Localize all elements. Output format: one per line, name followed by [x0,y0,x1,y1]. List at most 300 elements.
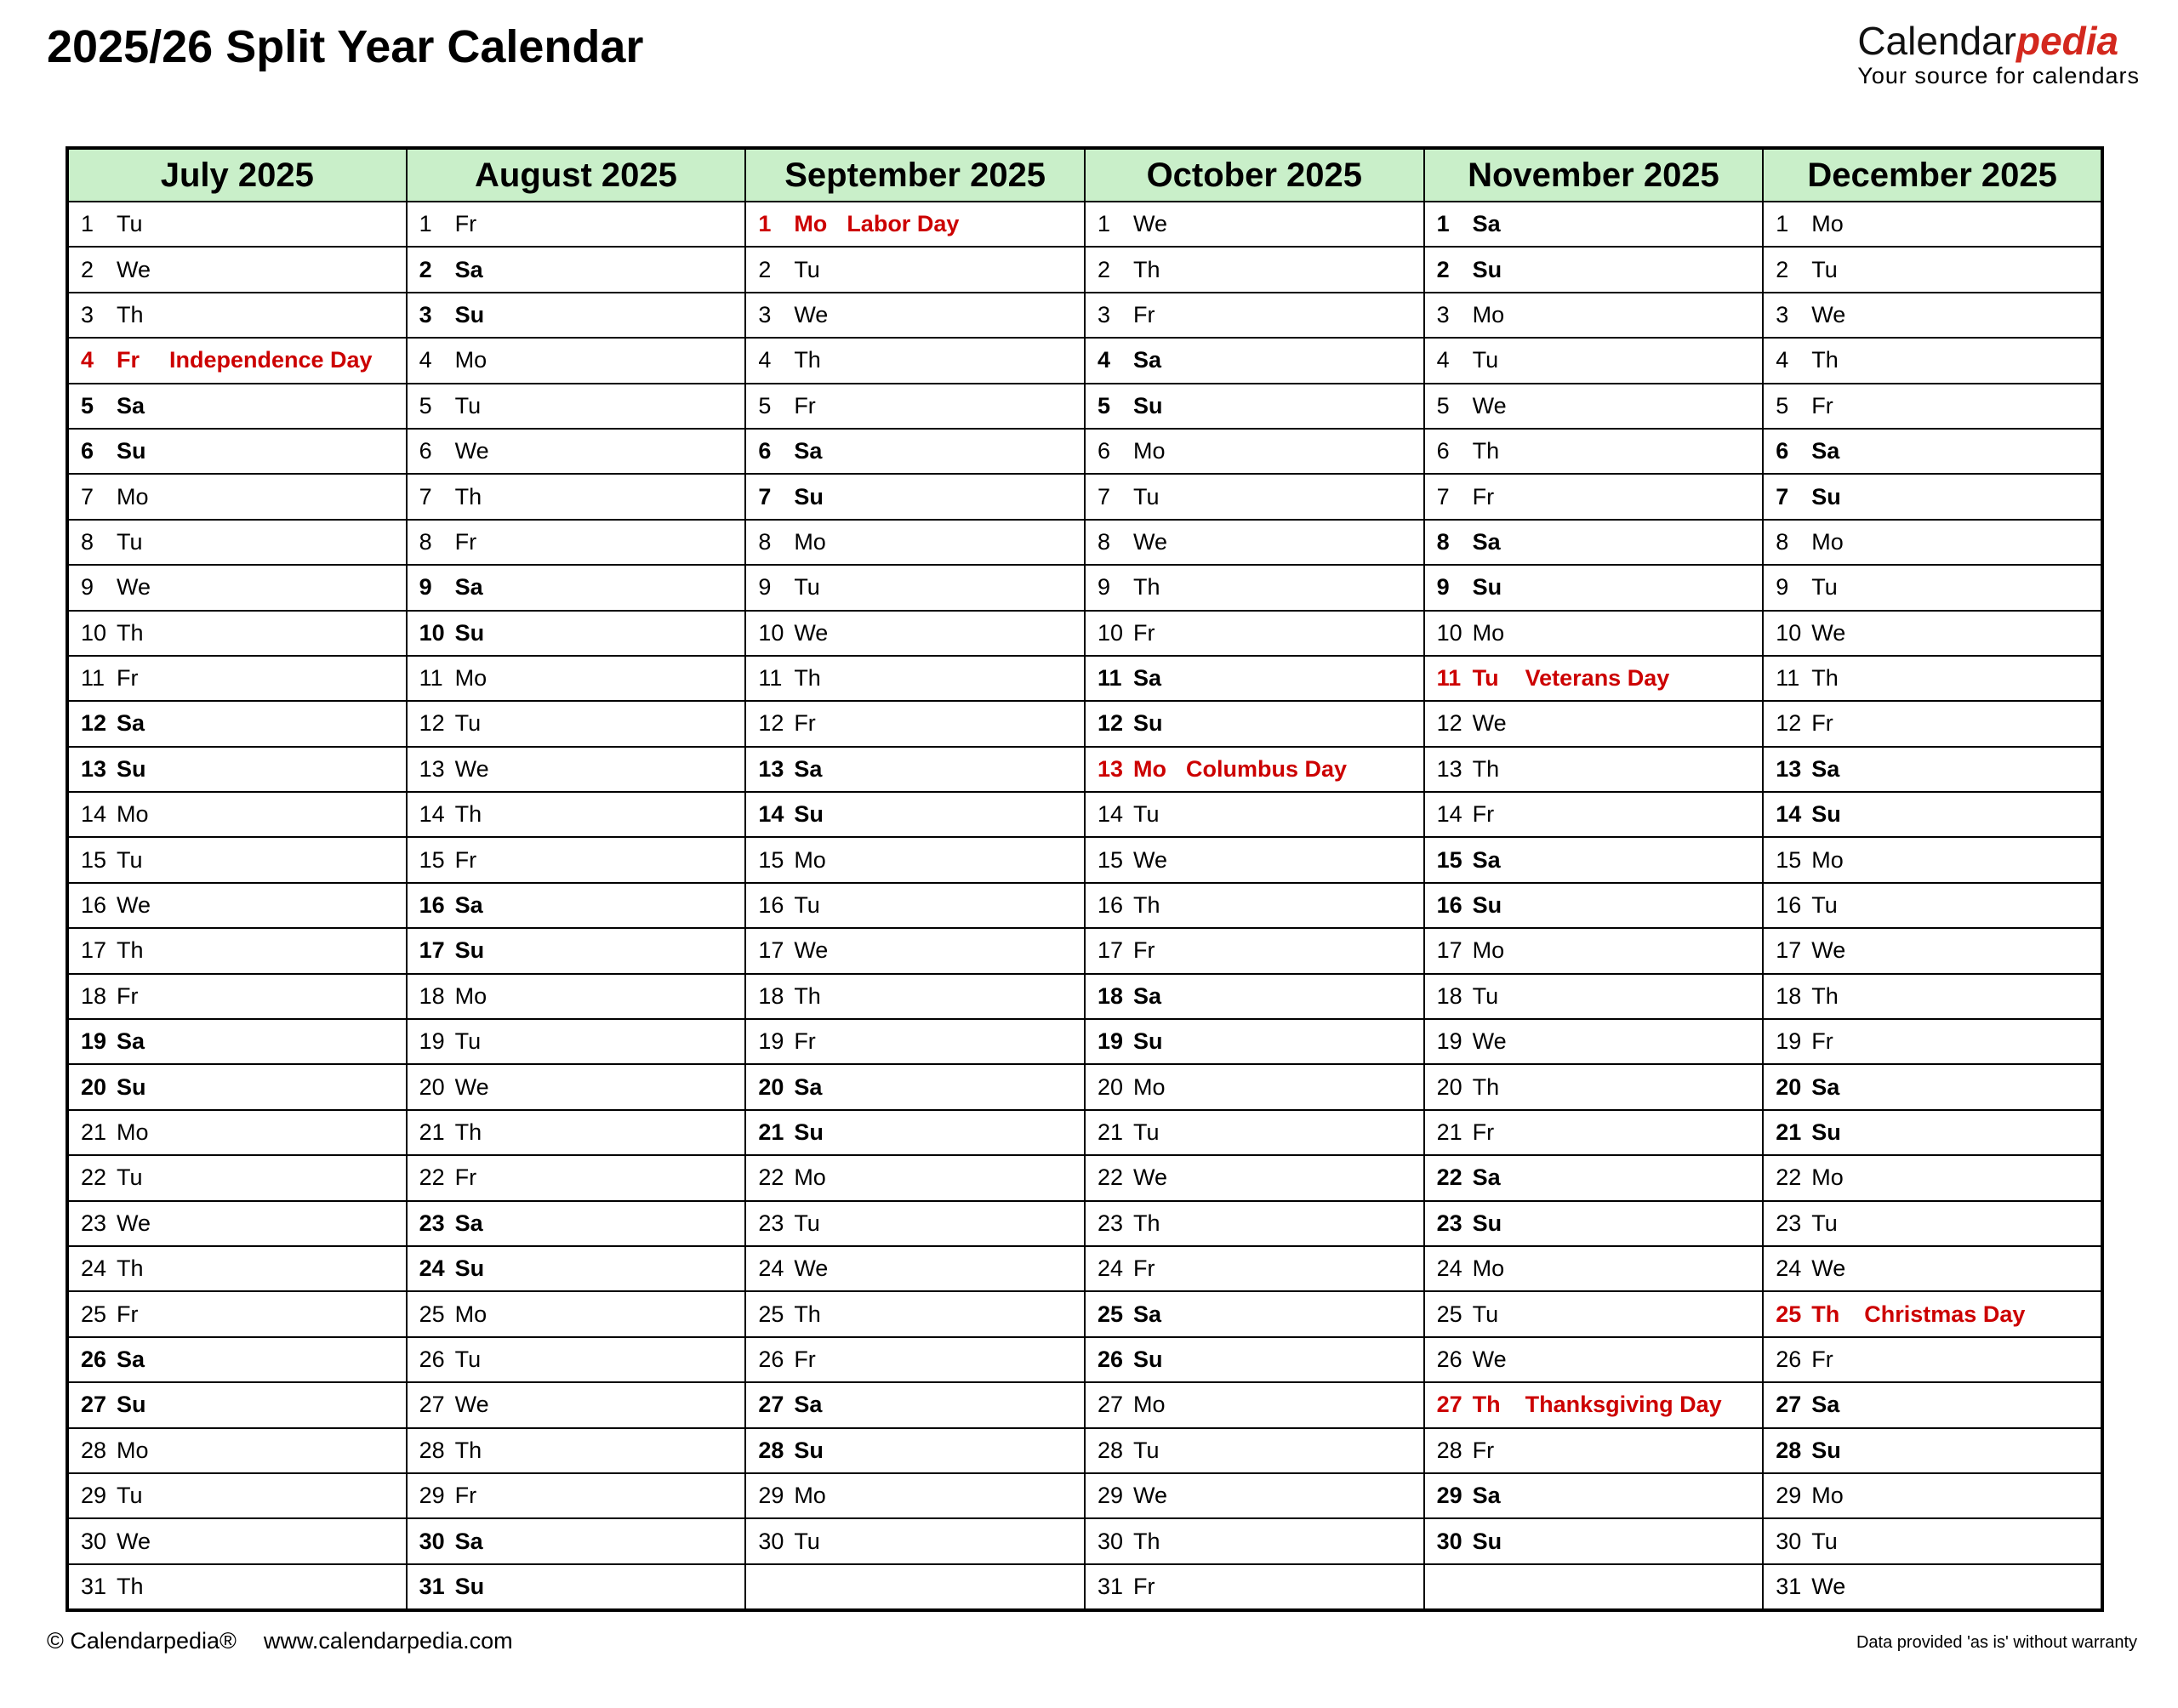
weekday-abbrev: Mo [794,528,826,555]
day-number: 29 [419,1483,445,1509]
day-cell [745,338,1085,383]
day-number: 7 [81,483,94,510]
weekday-abbrev: Mo [454,665,487,692]
calendar-table [66,146,2104,1612]
weekday-abbrev: Fr [454,846,477,873]
weekday-abbrev: Sa [1811,755,1840,782]
day-number: 4 [1097,347,1110,373]
day-number: 2 [1436,256,1450,282]
weekday-abbrev: We [454,755,489,782]
holiday-name: Columbus Day [1185,755,1347,782]
day-cell [1424,611,1764,656]
day-cell [1763,1473,2102,1518]
day-number: 9 [81,574,94,601]
day-cell [1763,837,2102,882]
day-number: 30 [1776,1528,1802,1554]
weekday-abbrev: Mo [1472,1255,1505,1282]
weekday-abbrev: Mo [1132,1392,1166,1418]
calendar-row [67,1518,2102,1563]
day-cell [407,1019,746,1064]
day-number: 27 [1776,1392,1802,1418]
day-number: 20 [1097,1073,1124,1100]
day-number: 18 [758,982,784,1009]
day-cell [1763,1110,2102,1155]
weekday-abbrev: Mo [117,1437,149,1463]
weekday-abbrev: Mo [117,1119,149,1145]
day-number: 26 [758,1346,784,1372]
day-number: 18 [1776,982,1802,1009]
day-number: 21 [758,1119,784,1145]
day-number: 29 [1776,1483,1802,1509]
day-cell [67,1064,407,1109]
day-number: 14 [419,801,445,828]
day-cell [407,1246,746,1291]
day-number: 2 [1776,256,1789,282]
calendar-row [67,1201,2102,1246]
day-cell [407,974,746,1019]
day-cell [1763,747,2102,792]
day-number: 10 [419,619,445,646]
day-number: 29 [81,1483,107,1509]
day-number: 15 [1097,846,1124,873]
weekday-abbrev: Sa [1811,1073,1840,1100]
day-number: 8 [1776,528,1789,555]
day-cell [1763,1064,2102,1109]
day-cell [1085,656,1424,701]
calendar-row [67,1155,2102,1200]
copyright-text: © Calendarpedia® [47,1628,237,1654]
day-number: 17 [758,937,784,964]
day-cell [1424,928,1764,973]
weekday-abbrev: Sa [454,1528,483,1554]
weekday-abbrev: Tu [794,892,820,919]
day-cell [67,565,407,610]
weekday-abbrev: Fr [1472,1437,1495,1463]
weekday-abbrev: We [117,1528,151,1554]
day-number: 24 [1436,1255,1462,1282]
day-number: 1 [81,211,94,237]
weekday-abbrev: Sa [117,1346,145,1372]
day-cell [67,293,407,338]
day-cell [1763,1518,2102,1563]
day-cell [1085,837,1424,882]
day-cell [67,1110,407,1155]
day-cell [1424,1337,1764,1382]
day-cell [1763,928,2102,973]
weekday-abbrev: Fr [794,392,816,418]
weekday-abbrev: Th [1132,1210,1160,1236]
weekday-abbrev: Sa [794,1073,823,1100]
weekday-abbrev: Fr [1472,801,1495,828]
day-number: 23 [758,1210,784,1236]
day-cell [745,429,1085,474]
day-cell [745,1382,1085,1427]
day-cell [407,883,746,928]
day-number: 2 [81,256,94,282]
weekday-abbrev: Fr [794,1346,816,1372]
day-number: 12 [419,710,445,737]
weekday-abbrev: Sa [1811,438,1840,464]
day-number: 6 [1097,438,1110,464]
weekday-abbrev: Su [1472,574,1502,601]
day-cell [1763,384,2102,429]
day-cell [1763,202,2102,247]
day-number: 30 [419,1528,445,1554]
empty-cell [745,1564,1085,1610]
weekday-abbrev: We [454,1073,489,1100]
weekday-abbrev: Th [454,801,482,828]
day-number: 21 [1776,1119,1802,1145]
day-cell [407,837,746,882]
day-cell [407,1155,746,1200]
day-cell [67,747,407,792]
day-number: 10 [1097,619,1124,646]
weekday-abbrev: Sa [1132,347,1161,373]
footer-copyright [47,1628,513,1654]
day-cell [1763,474,2102,519]
day-cell [407,520,746,565]
weekday-abbrev: Mo [1811,846,1844,873]
weekday-abbrev: We [1472,392,1507,418]
day-cell [1085,1337,1424,1382]
website-link[interactable]: www.calendarpedia.com [263,1628,513,1654]
day-number: 7 [1436,483,1450,510]
day-cell [1085,338,1424,383]
day-number: 1 [1776,211,1789,237]
day-cell [1085,611,1424,656]
holiday-name: Veterans Day [1525,665,1670,692]
weekday-abbrev: Sa [117,392,145,418]
page-title: 2025/26 Split Year Calendar [47,21,644,72]
day-cell [1085,429,1424,474]
day-cell [1085,701,1424,746]
weekday-abbrev: Sa [117,710,145,737]
weekday-abbrev: Fr [117,1301,139,1327]
weekday-abbrev: Th [454,1119,482,1145]
day-cell [1763,1155,2102,1200]
weekday-abbrev: Mo [1811,211,1844,237]
day-cell [1763,565,2102,610]
day-cell [67,520,407,565]
weekday-abbrev: Th [1132,574,1160,601]
day-number: 9 [1097,574,1110,601]
day-number: 4 [419,347,432,373]
weekday-abbrev: Fr [1132,1255,1155,1282]
weekday-abbrev: Sa [1472,846,1501,873]
calendar-row [67,611,2102,656]
weekday-abbrev: Fr [1132,301,1155,327]
weekday-abbrev: Su [1811,801,1841,828]
day-number: 30 [1436,1528,1462,1554]
day-number: 14 [1097,801,1124,828]
calendar-row [67,1064,2102,1109]
footer-disclaimer: Data provided 'as is' without warranty [1856,1633,2137,1652]
weekday-abbrev: Mo [117,801,149,828]
day-cell [407,338,746,383]
weekday-abbrev: Fr [454,211,477,237]
weekday-abbrev: Mo [1132,438,1166,464]
weekday-abbrev: Tu [454,710,482,737]
day-cell [1424,1064,1764,1109]
day-number: 29 [1097,1483,1124,1509]
day-number: 26 [1097,1346,1124,1372]
day-number: 7 [758,483,772,510]
day-cell [67,701,407,746]
weekday-abbrev: Su [1811,1437,1841,1463]
day-number: 15 [81,846,107,873]
day-number: 17 [419,937,445,964]
day-number: 14 [1776,801,1802,828]
day-cell [67,1337,407,1382]
weekday-abbrev: Su [454,301,485,327]
weekday-abbrev: Su [1132,1028,1163,1055]
weekday-abbrev: Fr [1472,1119,1495,1145]
weekday-abbrev: Th [1132,1528,1160,1554]
day-number: 3 [758,301,772,327]
weekday-abbrev: Fr [1811,1346,1833,1372]
calendar-row [67,1473,2102,1518]
day-cell [67,656,407,701]
weekday-abbrev: Sa [454,892,483,919]
weekday-abbrev: Su [117,438,146,464]
weekday-abbrev: Tu [1132,801,1160,828]
weekday-abbrev: Tu [794,1210,820,1236]
weekday-abbrev: We [1132,1483,1167,1509]
day-number: 15 [758,846,784,873]
day-cell [745,656,1085,701]
calendar-row [67,747,2102,792]
day-cell [1763,1337,2102,1382]
month-header: December 2025 [1763,148,2102,202]
day-number: 15 [419,846,445,873]
day-number: 21 [1436,1119,1462,1145]
day-number: 4 [1776,347,1789,373]
calendar-row [67,1564,2102,1610]
weekday-abbrev: Th [794,982,821,1009]
calendar-row [67,701,2102,746]
day-cell [407,1564,746,1610]
day-number: 4 [1436,347,1450,373]
day-number: 27 [758,1392,784,1418]
day-cell [67,1518,407,1563]
day-cell [407,747,746,792]
day-cell [67,1291,407,1336]
weekday-abbrev: Th [117,619,144,646]
day-cell [1424,1201,1764,1246]
weekday-abbrev: Tu [1472,347,1499,373]
day-cell [407,1382,746,1427]
weekday-abbrev: Tu [454,1346,482,1372]
day-cell [407,474,746,519]
weekday-abbrev: Su [794,483,824,510]
day-number: 8 [81,528,94,555]
empty-cell [1424,1564,1764,1610]
month-header: July 2025 [67,148,407,202]
weekday-abbrev: We [454,438,489,464]
day-cell [407,1110,746,1155]
weekday-abbrev: Th [1811,665,1839,692]
day-number: 28 [758,1437,784,1463]
day-cell [745,792,1085,837]
day-number: 3 [419,301,432,327]
day-cell [1085,1155,1424,1200]
weekday-abbrev: Fr [1811,1028,1833,1055]
day-cell [745,247,1085,292]
month-header-row [67,148,2102,202]
day-number: 16 [1776,892,1802,919]
weekday-abbrev: Sa [1472,1483,1501,1509]
day-cell [67,1246,407,1291]
weekday-abbrev: Su [454,937,485,964]
day-cell [745,611,1085,656]
weekday-abbrev: We [117,574,151,601]
holiday-name: Labor Day [847,211,960,237]
day-cell [1763,1201,2102,1246]
day-number: 1 [419,211,432,237]
day-number: 11 [81,665,105,692]
calendar-row [67,1337,2102,1382]
day-cell [1424,1019,1764,1064]
day-number: 29 [1436,1483,1462,1509]
day-number: 24 [419,1255,445,1282]
weekday-abbrev: We [454,1392,489,1418]
weekday-abbrev: Su [454,619,485,646]
day-cell [745,837,1085,882]
weekday-abbrev: Tu [794,256,820,282]
calendar-row [67,883,2102,928]
day-cell [1424,974,1764,1019]
day-number: 22 [1436,1164,1462,1191]
weekday-abbrev: Tu [454,1028,482,1055]
weekday-abbrev: Tu [1472,982,1499,1009]
weekday-abbrev: Tu [117,846,143,873]
logo-tagline: Your source for calendars [1857,63,2140,89]
day-cell [407,1518,746,1563]
day-number: 24 [81,1255,107,1282]
day-number: 20 [1436,1073,1462,1100]
day-number: 22 [1097,1164,1124,1191]
day-number: 26 [419,1346,445,1372]
day-cell [67,247,407,292]
day-number: 30 [1097,1528,1124,1554]
month-header: August 2025 [407,148,746,202]
day-number: 23 [1776,1210,1802,1236]
day-cell [1763,701,2102,746]
day-cell [407,1337,746,1382]
day-cell [1424,1246,1764,1291]
day-cell [1424,883,1764,928]
day-cell [745,384,1085,429]
day-number: 3 [1776,301,1789,327]
day-number: 1 [758,211,772,237]
weekday-abbrev: Sa [454,256,483,282]
calendar-row [67,247,2102,292]
day-cell [1085,293,1424,338]
day-number: 26 [1776,1346,1802,1372]
calendar-row [67,974,2102,1019]
weekday-abbrev: Sa [117,1028,145,1055]
weekday-abbrev: Fr [1811,392,1833,418]
day-number: 22 [419,1164,445,1191]
day-cell [745,1155,1085,1200]
day-number: 5 [1097,392,1110,418]
day-cell [1763,656,2102,701]
day-number: 25 [1776,1301,1802,1327]
day-cell [1424,1382,1764,1427]
day-cell [1424,384,1764,429]
weekday-abbrev: Su [794,1437,824,1463]
day-cell [1085,1428,1424,1473]
calendar-row [67,565,2102,610]
calendar-row [67,928,2102,973]
day-number: 1 [1097,211,1110,237]
weekday-abbrev: Th [117,937,144,964]
weekday-abbrev: Su [117,1073,146,1100]
day-number: 21 [1097,1119,1124,1145]
day-cell [745,747,1085,792]
day-number: 28 [419,1437,445,1463]
day-number: 13 [81,755,107,782]
weekday-abbrev: Th [454,483,482,510]
day-number: 31 [1776,1573,1802,1599]
day-cell [1424,701,1764,746]
day-number: 6 [1776,438,1789,464]
day-number: 14 [758,801,784,828]
weekday-abbrev: Tu [794,1528,820,1554]
day-number: 11 [1097,665,1122,692]
day-cell [407,565,746,610]
day-number: 9 [758,574,772,601]
day-number: 13 [758,755,784,782]
day-number: 31 [81,1573,107,1599]
day-cell [1763,1019,2102,1064]
day-number: 27 [419,1392,445,1418]
calendar-row [67,202,2102,247]
weekday-abbrev: Tu [1132,1119,1160,1145]
day-cell [1424,792,1764,837]
weekday-abbrev: Sa [1132,665,1161,692]
weekday-abbrev: We [794,619,829,646]
day-number: 16 [419,892,445,919]
day-cell [407,1201,746,1246]
day-cell [1424,202,1764,247]
day-cell [1763,429,2102,474]
day-number: 17 [1097,937,1124,964]
calendar-row [67,474,2102,519]
day-cell [1424,837,1764,882]
weekday-abbrev: Su [454,1573,485,1599]
day-cell [1085,384,1424,429]
weekday-abbrev: Sa [1132,1301,1161,1327]
day-cell [1424,1518,1764,1563]
weekday-abbrev: Tu [1811,892,1838,919]
day-number: 22 [1776,1164,1802,1191]
day-number: 21 [81,1119,107,1145]
weekday-abbrev: Th [1811,982,1839,1009]
weekday-abbrev: Fr [794,710,816,737]
weekday-abbrev: We [117,1210,151,1236]
day-cell [1424,565,1764,610]
day-number: 21 [419,1119,445,1145]
weekday-abbrev: Th [454,1437,482,1463]
day-number: 17 [1436,937,1462,964]
logo-text-pedia: pedia [2016,19,2119,63]
day-cell [745,520,1085,565]
day-cell [67,1428,407,1473]
weekday-abbrev: Su [794,801,824,828]
weekday-abbrev: We [1472,1346,1507,1372]
weekday-abbrev: Mo [117,483,149,510]
